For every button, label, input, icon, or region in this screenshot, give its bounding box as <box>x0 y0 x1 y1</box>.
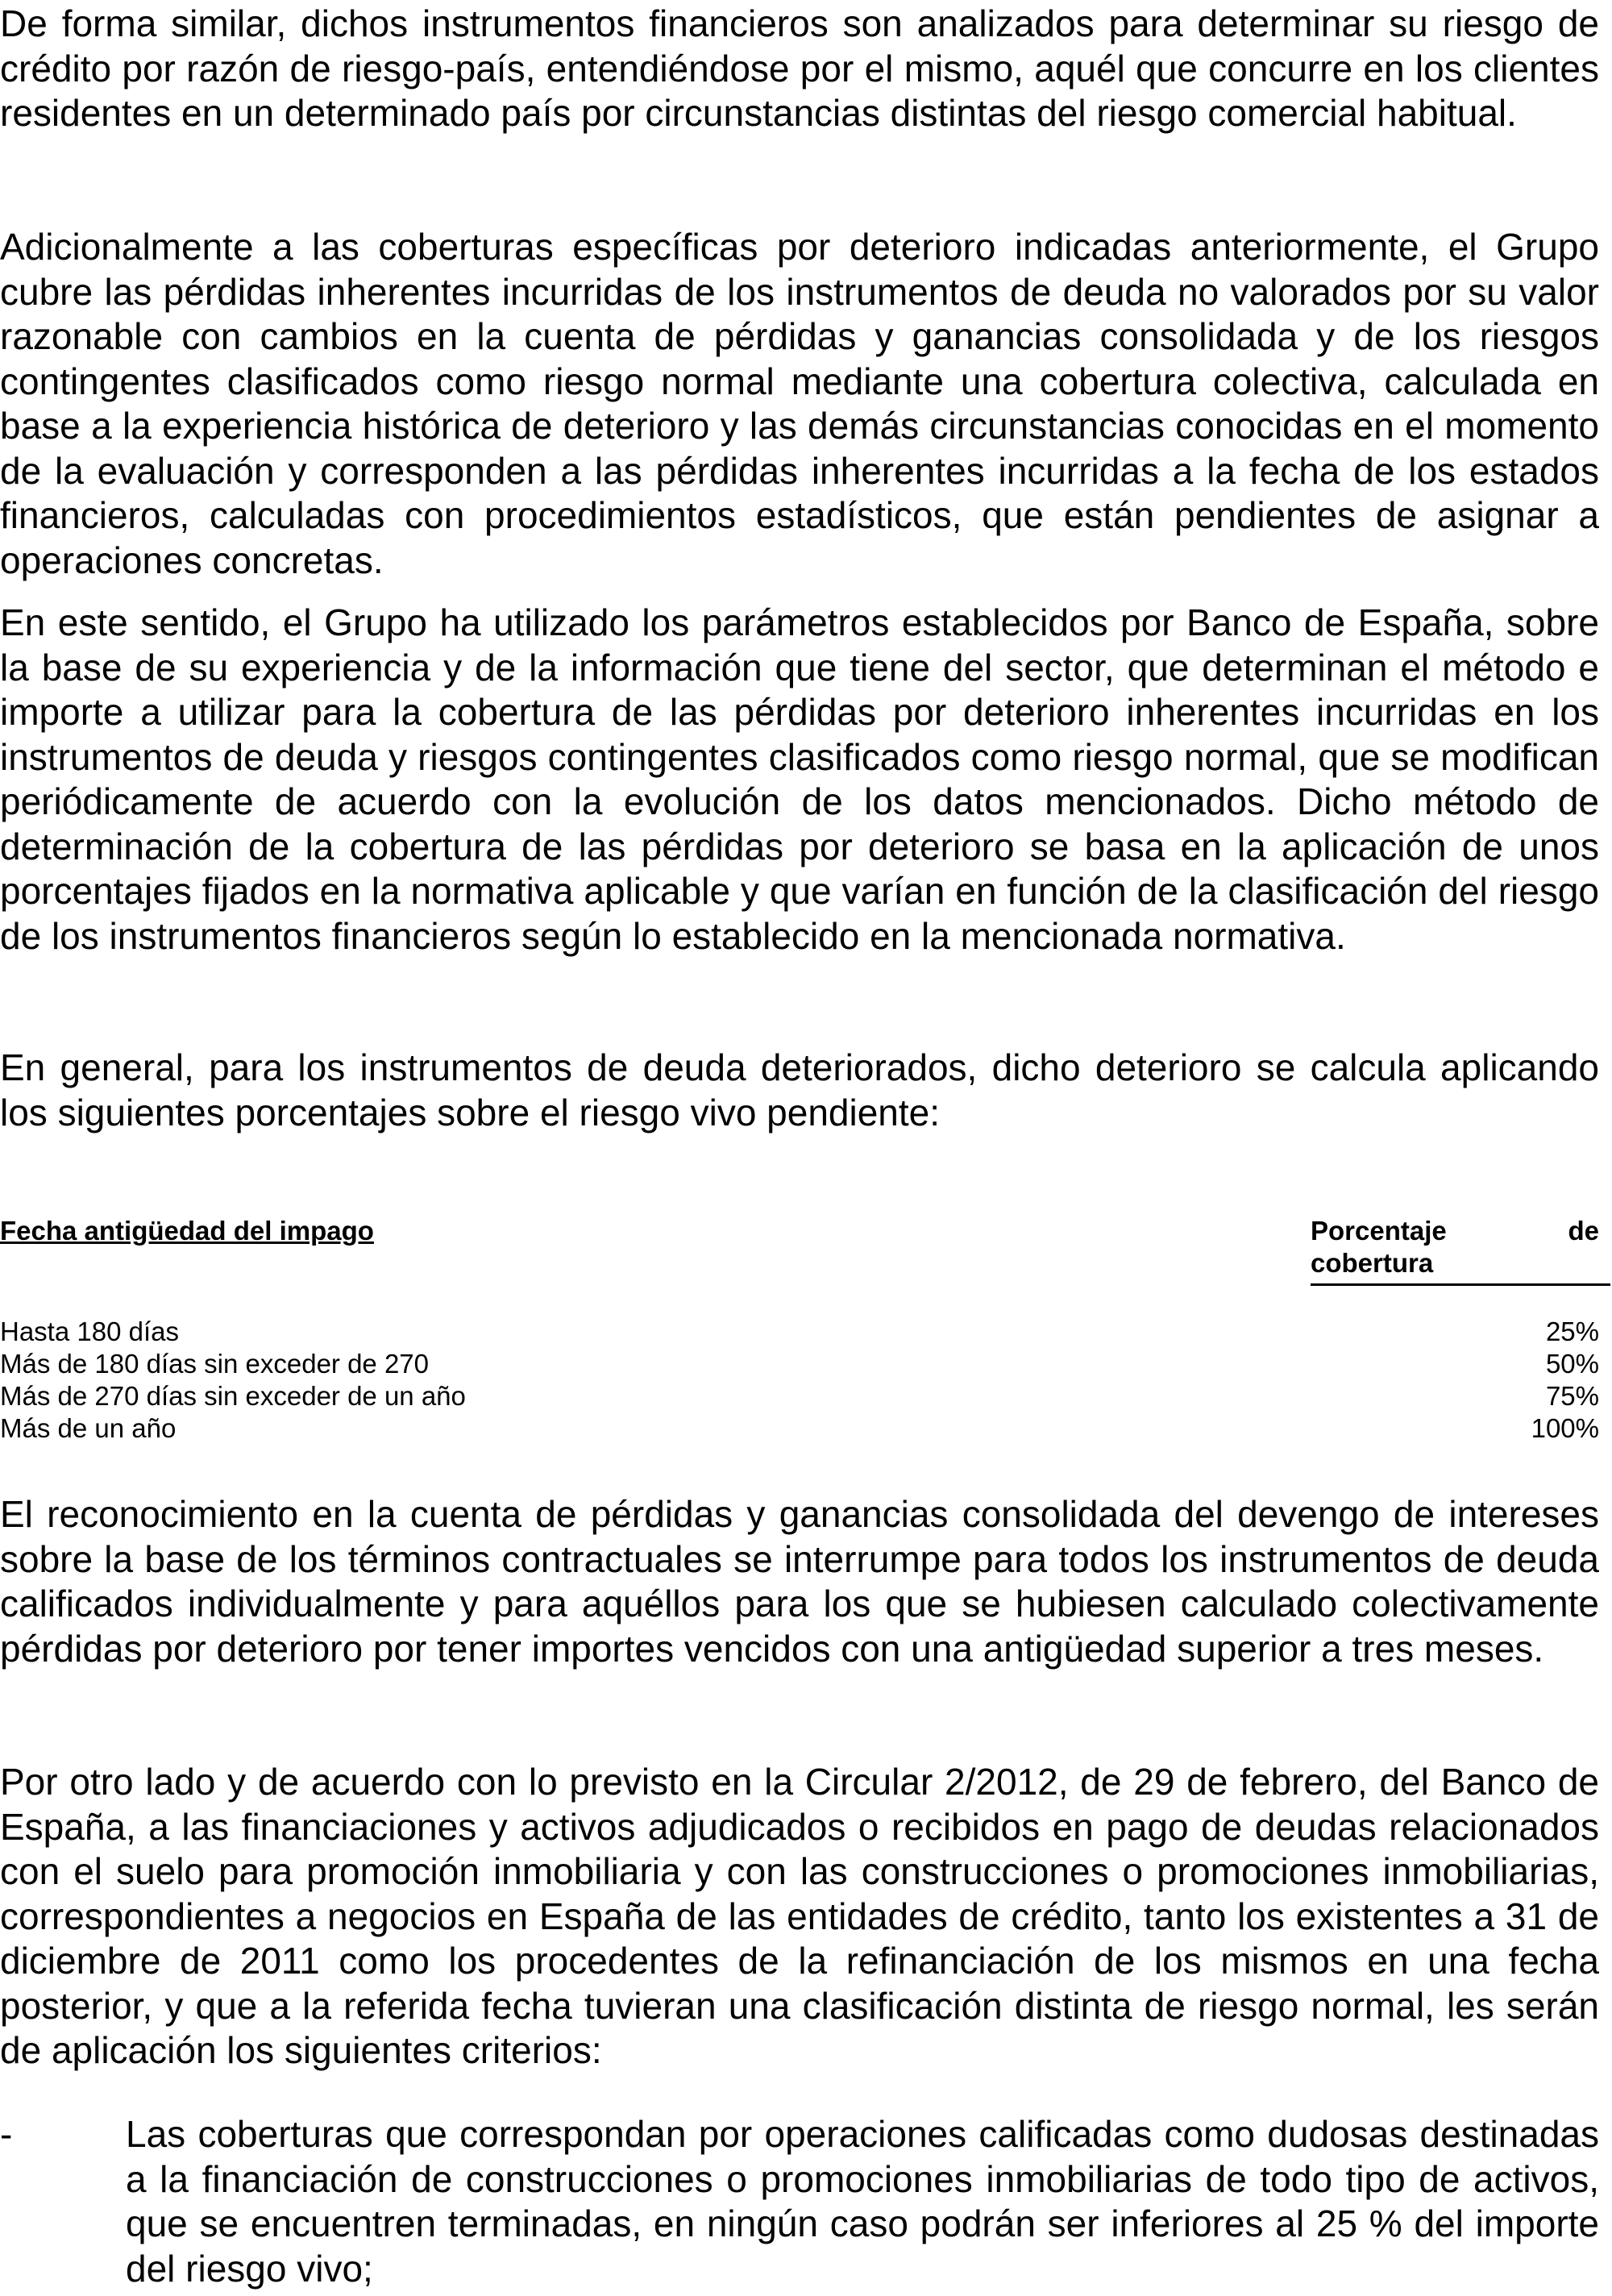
table-header-cobertura-word: cobertura <box>1311 1248 1434 1278</box>
list-item-text: Las coberturas que correspondan por operaciones calificadas como dudosas destinadas a la financiación de construcciones o promociones inmobiliarias de todo tipo de activos, que se encuentren terminadas, en ningún caso podrán ser inferiores al 25 % del importe del riesgo vivo; <box>126 2113 1599 2290</box>
list-marker: - <box>0 2113 13 2155</box>
table-header-porcentaje <box>1311 1215 1599 1279</box>
table-row <box>0 1380 1599 1412</box>
table-row-label: Más de 270 días sin exceder de un año <box>0 1381 466 1411</box>
table-row <box>0 1316 1599 1348</box>
paragraph-reconocimiento-intereses: El reconocimiento en la cuenta de pérdidas y ganancias consolidada del devengo de intereses sobre la base de los términos contractuales se interrumpe para todos los instrumentos de deuda calificados individualmente y para aquéllos para los que se hubiesen calculado colectivamente pérdidas por deterioro por tener importes vencidos con una antigüedad superior a tres meses. <box>0 1493 1599 1670</box>
table-row <box>0 1348 1599 1380</box>
table-body <box>0 1316 1599 1445</box>
table-row-value: 50% <box>1545 1349 1599 1379</box>
table-row-value: 100% <box>1531 1413 1599 1443</box>
table-row-label: Más de 180 días sin exceder de 270 <box>0 1349 430 1379</box>
paragraph-circular-2-2012: Por otro lado y de acuerdo con lo previsto en la Circular 2/2012, de 29 de febrero, del Banco de España, a las financiaciones y activos adjudicados o recibidos en pago de deudas relacionados con el suelo para promoción inmobiliaria y con las construcciones o promociones inmobiliarias, correspondientes a negocios en España de las entidades de crédito, tanto los existentes a 31 de diciembre de 2011 como los procedentes de la refinanciación de los mismos en una fecha posterior, y que a la referida fecha tuvieran una clasificación distinta de riesgo normal, les serán de aplicación los siguientes criterios: <box>0 1761 1599 2071</box>
table-header-de-word: de <box>1568 1216 1599 1246</box>
paragraph-cobertura-colectiva: Adicionalmente a las coberturas específicas por deterioro indicadas anteriormente, el Grupo cubre las pérdidas inherentes incurridas de los instrumentos de deuda no valorados por su valor razonable con cambios en la cuenta de pérdidas y ganancias consolidada y de los riesgos contingentes clasificados como riesgo normal mediante una cobertura colectiva, calculada en base a la experiencia histórica de deterioro y las demás circunstancias conocidas en el momento de la evaluación y corresponden a las pérdidas inherentes incurridas a la fecha de los estados financieros, calculadas con procedimientos estadísticos, que están pendientes de asignar a operaciones concretas. <box>0 226 1599 581</box>
table-row-value: 25% <box>1545 1316 1599 1346</box>
table-row <box>0 1412 1599 1445</box>
table-row-value: 75% <box>1545 1381 1599 1411</box>
table-header-porcentaje-word: Porcentaje <box>1311 1216 1447 1246</box>
coverage-table <box>0 1213 1610 1447</box>
table-row-label: Hasta 180 días <box>0 1316 179 1346</box>
paragraph-porcentajes-intro: En general, para los instrumentos de deuda deteriorados, dicho deterioro se calcula aplicando los siguientes porcentajes sobre el riesgo vivo pendiente: <box>0 1046 1599 1133</box>
table-header-antiguedad: Fecha antigüedad del impago <box>0 1216 374 1246</box>
paragraph-riesgo-pais: De forma similar, dichos instrumentos financieros son analizados para determinar su riesgo de crédito por razón de riesgo-país, entendiéndose por el mismo, aquél que concurre en los clientes residentes en un determinado país por circunstancias distintas del riesgo comercial habitual. <box>0 2 1599 134</box>
table-row-label: Más de un año <box>0 1413 177 1443</box>
table-header-rule <box>1311 1283 1610 1286</box>
paragraph-parametros-banco-espana: En este sentido, el Grupo ha utilizado los parámetros establecidos por Banco de España, sobre la base de su experiencia y de la información que tiene del sector, que determinan el método e importe a utilizar para la cobertura de las pérdidas por deterioro inherentes incurridas en los instrumentos de deuda y riesgos contingentes clasificados como riesgo normal, que se modifican periódicamente de acuerdo con la evolución de los datos mencionados. Dicho método de determinación de la cobertura de las pérdidas por deterioro se basa en la aplicación de unos porcentajes fijados en la normativa aplicable y que varían en función de la clasificación del riesgo de los instrumentos financieros según lo establecido en la mencionada normativa. <box>0 601 1599 957</box>
